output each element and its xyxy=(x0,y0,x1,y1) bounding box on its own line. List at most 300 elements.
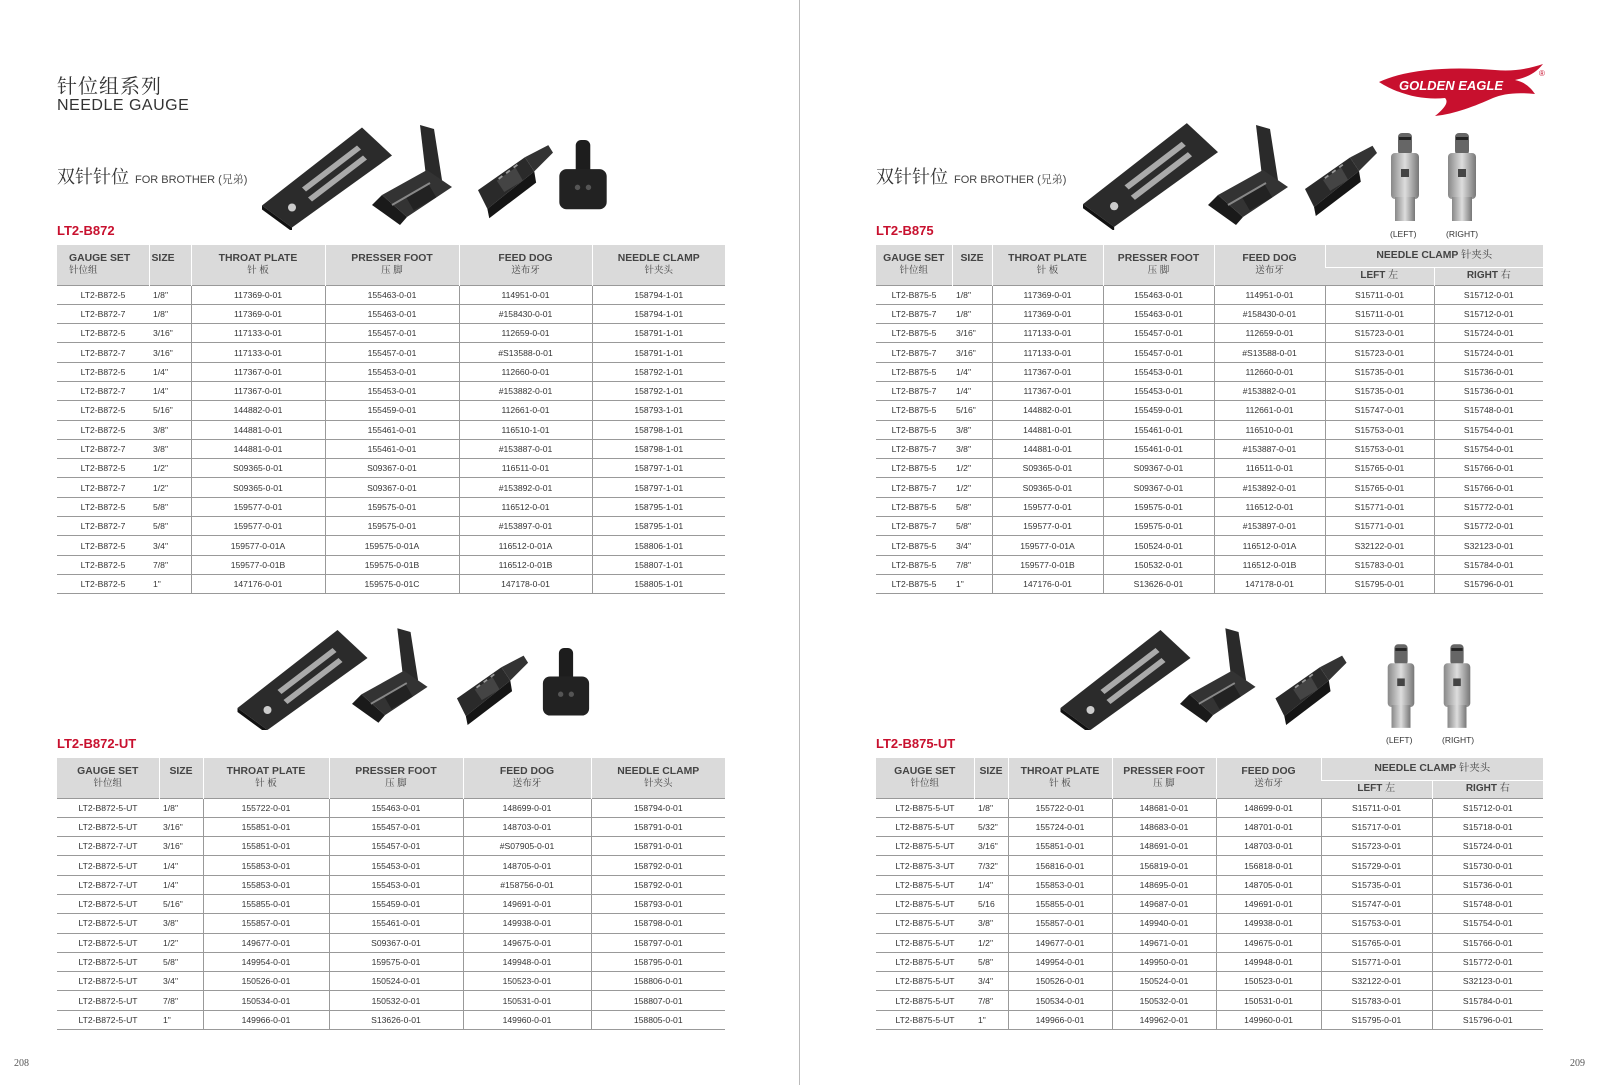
table-cell: S15753-0-01 xyxy=(1325,420,1434,439)
table-cell: 5/16 xyxy=(974,894,1008,913)
table-cell: 144882-0-01 xyxy=(191,401,325,420)
col-gauge-set: GAUGE SET 针位组 xyxy=(57,758,159,798)
left-caption: (LEFT) xyxy=(1386,735,1413,745)
table-cell: 148705-0-01 xyxy=(1216,875,1321,894)
table-row xyxy=(57,914,725,933)
table-cell: 149671-0-01 xyxy=(1112,933,1216,952)
table-row xyxy=(876,574,1543,593)
table-cell: 116510-1-01 xyxy=(459,420,592,439)
table-row xyxy=(876,362,1543,381)
table-cell: 1/2" xyxy=(149,459,191,478)
table-cell: 1/2" xyxy=(974,933,1008,952)
table-cell: 147176-0-01 xyxy=(992,574,1103,593)
table-cell: 155724-0-01 xyxy=(1008,817,1112,836)
table-cell: 150524-0-01 xyxy=(1112,972,1216,991)
table-cell: 116512-0-01A xyxy=(459,536,592,555)
table-cell: 155722-0-01 xyxy=(203,798,329,817)
table-cell: LT2-B872-5 xyxy=(57,555,149,574)
table-cell: 155453-0-01 xyxy=(1103,381,1214,400)
table-cell: S09367-0-01 xyxy=(325,459,459,478)
table-cell: LT2-B875-7 xyxy=(876,381,952,400)
table-cell: 3/8" xyxy=(974,914,1008,933)
table-cell: 159577-0-01 xyxy=(992,497,1103,516)
table-cell: 3/16" xyxy=(974,837,1008,856)
table-cell: 1/4" xyxy=(974,875,1008,894)
table-row xyxy=(876,285,1543,304)
presser-foot-image xyxy=(372,125,462,225)
table-cell: 147178-0-01 xyxy=(459,574,592,593)
table-cell: LT2-B875-5-UT xyxy=(876,875,974,894)
table-cell: 150534-0-01 xyxy=(203,991,329,1010)
table-row xyxy=(57,343,725,362)
table-cell: S15736-0-01 xyxy=(1434,381,1543,400)
table-cell: 149677-0-01 xyxy=(203,933,329,952)
table-cell: 148695-0-01 xyxy=(1112,875,1216,894)
table-cell: 117133-0-01 xyxy=(191,324,325,343)
table-cell: 155463-0-01 xyxy=(325,304,459,323)
table-cell: 155463-0-01 xyxy=(325,285,459,304)
table-row xyxy=(57,439,725,458)
table-cell: LT2-B872-5-UT xyxy=(57,1010,159,1029)
catalog-title-en: NEEDLE GAUGE xyxy=(57,97,190,114)
table-cell: 158791-1-01 xyxy=(592,343,725,362)
table-cell: 159575-0-01 xyxy=(325,517,459,536)
table-cell: 116510-0-01 xyxy=(1214,420,1325,439)
table-cell: 155722-0-01 xyxy=(1008,798,1112,817)
table-cell: 158805-1-01 xyxy=(592,574,725,593)
table-cell: 117369-0-01 xyxy=(191,304,325,323)
table-cell: 155461-0-01 xyxy=(329,914,463,933)
table-cell: 150526-0-01 xyxy=(203,972,329,991)
table-cell: S15724-0-01 xyxy=(1434,343,1543,362)
page-number-left: 208 xyxy=(14,1058,29,1069)
table-cell: LT2-B872-7 xyxy=(57,381,149,400)
table-cell: 155459-0-01 xyxy=(329,894,463,913)
table-cell: LT2-B872-5 xyxy=(57,401,149,420)
table-row xyxy=(876,555,1543,574)
table-cell: 1" xyxy=(159,1010,203,1029)
table-cell: 155461-0-01 xyxy=(1103,439,1214,458)
table-cell: LT2-B872-5 xyxy=(57,324,149,343)
table-cell: 158792-0-01 xyxy=(591,856,725,875)
right-caption: (RIGHT) xyxy=(1442,735,1475,745)
table-cell: #153897-0-01 xyxy=(1214,517,1325,536)
table-cell: 1/2" xyxy=(952,459,992,478)
table-cell: S32123-0-01 xyxy=(1434,536,1543,555)
table-cell: LT2-B875-7 xyxy=(876,517,952,536)
table-cell: 112661-0-01 xyxy=(459,401,592,420)
table-cell: 1/4" xyxy=(952,381,992,400)
table-row xyxy=(57,1010,725,1029)
table-cell: 158798-0-01 xyxy=(591,914,725,933)
table-cell: S09365-0-01 xyxy=(992,478,1103,497)
table-cell: S15753-0-01 xyxy=(1325,439,1434,458)
table-cell: 158793-1-01 xyxy=(592,401,725,420)
table-cell: LT2-B875-5 xyxy=(876,285,952,304)
table-row xyxy=(876,420,1543,439)
table-cell: LT2-B875-5-UT xyxy=(876,991,974,1010)
table-cell: S15712-0-01 xyxy=(1434,304,1543,323)
table-cell: LT2-B875-5-UT xyxy=(876,952,974,971)
table-row xyxy=(876,837,1543,856)
table-cell: 5/8" xyxy=(952,517,992,536)
table-cell: 158806-0-01 xyxy=(591,972,725,991)
section-heading-b872 xyxy=(57,163,247,189)
table-cell: 3/8" xyxy=(952,420,992,439)
table-cell: S15795-0-01 xyxy=(1325,574,1434,593)
table-row xyxy=(57,952,725,971)
left-needle-clamp-image xyxy=(1385,132,1425,224)
table-cell: S32122-0-01 xyxy=(1321,972,1432,991)
table-cell: 7/32" xyxy=(974,856,1008,875)
table-cell: #S13588-0-01 xyxy=(1214,343,1325,362)
section-heading-sub: FOR BROTHER (兄弟) xyxy=(954,174,1067,186)
table-cell: 1" xyxy=(974,1010,1008,1029)
left-caption: (LEFT) xyxy=(1390,229,1417,239)
table-cell: S15736-0-01 xyxy=(1432,875,1543,894)
table-cell: 158794-1-01 xyxy=(592,285,725,304)
table-row xyxy=(57,420,725,439)
table-cell: S15711-0-01 xyxy=(1325,285,1434,304)
table-row xyxy=(876,914,1543,933)
table-cell: S15712-0-01 xyxy=(1434,285,1543,304)
table-row xyxy=(57,536,725,555)
table-cell: 5/8" xyxy=(159,952,203,971)
table-cell: 1/4" xyxy=(149,381,191,400)
table-cell: 158795-1-01 xyxy=(592,497,725,516)
table-cell: S15765-0-01 xyxy=(1325,459,1434,478)
table-cell: 159577-0-01B xyxy=(992,555,1103,574)
table-cell: 112660-0-01 xyxy=(459,362,592,381)
spec-table-b872-ut xyxy=(57,758,725,1030)
table-cell: 159577-0-01B xyxy=(191,555,325,574)
table-cell: 150534-0-01 xyxy=(1008,991,1112,1010)
table-row xyxy=(876,478,1543,497)
right-caption: (RIGHT) xyxy=(1446,229,1479,239)
table-cell: LT2-B872-7 xyxy=(57,343,149,362)
col-left: LEFT 左 xyxy=(1321,780,1432,798)
table-cell: 144881-0-01 xyxy=(191,420,325,439)
table-cell: 149960-0-01 xyxy=(1216,1010,1321,1029)
table-cell: #153882-0-01 xyxy=(1214,381,1325,400)
col-needle-clamp: NEEDLE CLAMP 针夹头 xyxy=(592,245,725,285)
table-cell: LT2-B875-5-UT xyxy=(876,933,974,952)
table-cell: 158798-1-01 xyxy=(592,439,725,458)
table-cell: 117133-0-01 xyxy=(992,324,1103,343)
table-cell: 150531-0-01 xyxy=(1216,991,1321,1010)
table-cell: 1/8" xyxy=(149,304,191,323)
table-cell: LT2-B872-5 xyxy=(57,459,149,478)
table-cell: S15783-0-01 xyxy=(1325,555,1434,574)
table-cell: 155453-0-01 xyxy=(1103,362,1214,381)
table-cell: 155457-0-01 xyxy=(325,343,459,362)
table-cell: 148681-0-01 xyxy=(1112,798,1216,817)
table-cell: S15772-0-01 xyxy=(1432,952,1543,971)
table-cell: 149960-0-01 xyxy=(463,1010,591,1029)
table-cell: S15766-0-01 xyxy=(1434,459,1543,478)
table-cell: 1/4" xyxy=(159,875,203,894)
table-cell: 7/8" xyxy=(974,991,1008,1010)
table-cell: LT2-B875-7 xyxy=(876,343,952,362)
table-cell: S15784-0-01 xyxy=(1432,991,1543,1010)
table-cell: 155459-0-01 xyxy=(1103,401,1214,420)
table-cell: 1/8" xyxy=(952,304,992,323)
table-cell: 149938-0-01 xyxy=(1216,914,1321,933)
table-cell: S15729-0-01 xyxy=(1321,856,1432,875)
table-cell: 159575-0-01B xyxy=(325,555,459,574)
spec-table-b875 xyxy=(876,245,1543,594)
table-row xyxy=(876,798,1543,817)
throat-plate-image xyxy=(1083,120,1218,230)
table-cell: 7/8" xyxy=(159,991,203,1010)
table-cell: 155853-0-01 xyxy=(203,875,329,894)
table-cell: 149948-0-01 xyxy=(1216,952,1321,971)
table-cell: S15771-0-01 xyxy=(1325,517,1434,536)
col-needle-clamp: NEEDLE CLAMP 针夹头 xyxy=(591,758,725,798)
feed-dog-image xyxy=(478,132,553,220)
col-needle-clamp: NEEDLE CLAMP 针夹头 xyxy=(1321,758,1543,780)
table-cell: S09365-0-01 xyxy=(191,459,325,478)
table-cell: 159577-0-01A xyxy=(992,536,1103,555)
throat-plate-image xyxy=(235,630,370,730)
table-cell: 147176-0-01 xyxy=(191,574,325,593)
table-cell: 116511-0-01 xyxy=(1214,459,1325,478)
table-cell: LT2-B875-5 xyxy=(876,459,952,478)
table-cell: 158795-0-01 xyxy=(591,952,725,971)
catalog-title-cn: 针位组系列 xyxy=(57,76,162,98)
table-cell: 114951-0-01 xyxy=(459,285,592,304)
table-cell: 156819-0-01 xyxy=(1112,856,1216,875)
table-cell: LT2-B872-5 xyxy=(57,420,149,439)
golden-eagle-logo xyxy=(1375,64,1547,116)
table-row xyxy=(876,459,1543,478)
table-cell: 150523-0-01 xyxy=(463,972,591,991)
table-cell: 155453-0-01 xyxy=(325,381,459,400)
table-cell: 158806-1-01 xyxy=(592,536,725,555)
table-cell: LT2-B872-5-UT xyxy=(57,856,159,875)
table-cell: LT2-B872-5 xyxy=(57,536,149,555)
table-cell: 149675-0-01 xyxy=(463,933,591,952)
col-gauge-set: GAUGE SET 针位组 xyxy=(876,245,952,285)
table-cell: 1/2" xyxy=(149,478,191,497)
table-cell: 149675-0-01 xyxy=(1216,933,1321,952)
section-heading-b875 xyxy=(876,163,1066,189)
table-cell: LT2-B872-7 xyxy=(57,517,149,536)
table-cell: 149938-0-01 xyxy=(463,914,591,933)
table-row xyxy=(57,991,725,1010)
table-cell: 148703-0-01 xyxy=(1216,837,1321,856)
table-cell: S09367-0-01 xyxy=(1103,459,1214,478)
table-cell: 117133-0-01 xyxy=(992,343,1103,362)
table-cell: LT2-B872-5-UT xyxy=(57,952,159,971)
left-page xyxy=(0,0,799,1085)
table-cell: S15735-0-01 xyxy=(1325,362,1434,381)
table-cell: 150532-0-01 xyxy=(1112,991,1216,1010)
table-cell: S09367-0-01 xyxy=(1103,478,1214,497)
table-cell: 3/4" xyxy=(974,972,1008,991)
table-cell: 155461-0-01 xyxy=(1103,420,1214,439)
table-cell: LT2-B872-5 xyxy=(57,362,149,381)
col-gauge-set: GAUGE SET 针位组 xyxy=(57,245,149,285)
table-cell: 158797-0-01 xyxy=(591,933,725,952)
table-cell: #153892-0-01 xyxy=(459,478,592,497)
table-cell: LT2-B872-5-UT xyxy=(57,991,159,1010)
table-cell: S15796-0-01 xyxy=(1434,574,1543,593)
table-cell: S15717-0-01 xyxy=(1321,817,1432,836)
table-cell: 158792-1-01 xyxy=(592,381,725,400)
table-row xyxy=(876,972,1543,991)
table-cell: 155857-0-01 xyxy=(203,914,329,933)
table-row xyxy=(57,478,725,497)
table-cell: 3/8" xyxy=(952,439,992,458)
table-cell: LT2-B875-5-UT xyxy=(876,1010,974,1029)
table-cell: #153892-0-01 xyxy=(1214,478,1325,497)
table-cell: 1/8" xyxy=(952,285,992,304)
table-cell: 158797-1-01 xyxy=(592,459,725,478)
table-cell: 112659-0-01 xyxy=(459,324,592,343)
table-cell: 148699-0-01 xyxy=(463,798,591,817)
table-cell: 144881-0-01 xyxy=(992,439,1103,458)
table-cell: 149966-0-01 xyxy=(1008,1010,1112,1029)
table-cell: S15753-0-01 xyxy=(1321,914,1432,933)
table-cell: 3/16" xyxy=(149,343,191,362)
col-right: RIGHT 右 xyxy=(1434,267,1543,285)
table-cell: 150524-0-01 xyxy=(1103,536,1214,555)
table-cell: 150523-0-01 xyxy=(1216,972,1321,991)
registered-mark: ® xyxy=(1539,69,1545,78)
table-cell: 155453-0-01 xyxy=(329,875,463,894)
table-cell: 155857-0-01 xyxy=(1008,914,1112,933)
table-row xyxy=(57,285,725,304)
table-cell: S15795-0-01 xyxy=(1321,1010,1432,1029)
table-cell: 155851-0-01 xyxy=(203,837,329,856)
table-cell: LT2-B872-7 xyxy=(57,304,149,323)
table-cell: 149966-0-01 xyxy=(203,1010,329,1029)
col-throat-plate: THROAT PLATE 针 板 xyxy=(203,758,329,798)
table-cell: 3/4" xyxy=(952,536,992,555)
table-cell: 155463-0-01 xyxy=(1103,304,1214,323)
table-cell: S15747-0-01 xyxy=(1321,894,1432,913)
col-feed-dog: FEED DOG 送布牙 xyxy=(459,245,592,285)
table-cell: 1/2" xyxy=(952,478,992,497)
table-cell: 3/4" xyxy=(159,972,203,991)
table-cell: #158430-0-01 xyxy=(459,304,592,323)
feed-dog-image xyxy=(455,645,530,725)
table-cell: S15730-0-01 xyxy=(1432,856,1543,875)
table-cell: 148701-0-01 xyxy=(1216,817,1321,836)
table-cell: 158805-0-01 xyxy=(591,1010,725,1029)
table-cell: 158807-0-01 xyxy=(591,991,725,1010)
left-needle-clamp-image xyxy=(1382,642,1420,732)
table-cell: 149691-0-01 xyxy=(1216,894,1321,913)
table-cell: 116511-0-01 xyxy=(459,459,592,478)
table-cell: 116512-0-01 xyxy=(459,497,592,516)
table-row xyxy=(57,517,725,536)
table-cell: S15766-0-01 xyxy=(1432,933,1543,952)
table-cell: S15712-0-01 xyxy=(1432,798,1543,817)
table-cell: 112661-0-01 xyxy=(1214,401,1325,420)
table-cell: 158791-0-01 xyxy=(591,817,725,836)
table-cell: S15723-0-01 xyxy=(1321,837,1432,856)
table-row xyxy=(57,798,725,817)
table-row xyxy=(57,875,725,894)
table-cell: 159575-0-01C xyxy=(325,574,459,593)
table-cell: 116512-0-01B xyxy=(459,555,592,574)
table-cell: 149691-0-01 xyxy=(463,894,591,913)
table-row xyxy=(57,555,725,574)
table-cell: 5/8" xyxy=(149,517,191,536)
table-row xyxy=(57,401,725,420)
col-right: RIGHT 右 xyxy=(1432,780,1543,798)
table-cell: 117367-0-01 xyxy=(191,362,325,381)
table-cell: LT2-B875-7 xyxy=(876,439,952,458)
table-cell: S15723-0-01 xyxy=(1325,343,1434,362)
feed-dog-image xyxy=(1275,645,1347,725)
table-cell: LT2-B875-5 xyxy=(876,324,952,343)
table-row xyxy=(876,517,1543,536)
table-cell: S15783-0-01 xyxy=(1321,991,1432,1010)
table-cell: S15724-0-01 xyxy=(1434,324,1543,343)
table-cell: S15748-0-01 xyxy=(1434,401,1543,420)
table-cell: 3/16" xyxy=(159,837,203,856)
table-cell: #153882-0-01 xyxy=(459,381,592,400)
table-row xyxy=(876,817,1543,836)
table-cell: 150532-0-01 xyxy=(329,991,463,1010)
table-cell: 112659-0-01 xyxy=(1214,324,1325,343)
table-cell: S15718-0-01 xyxy=(1432,817,1543,836)
table-cell: 1" xyxy=(149,574,191,593)
table-cell: LT2-B872-5-UT xyxy=(57,933,159,952)
table-cell: 144881-0-01 xyxy=(992,420,1103,439)
table-cell: 1/4" xyxy=(952,362,992,381)
table-cell: #153887-0-01 xyxy=(459,439,592,458)
table-cell: S15771-0-01 xyxy=(1325,497,1434,516)
col-feed-dog: FEED DOG 送布牙 xyxy=(463,758,591,798)
table-row xyxy=(876,497,1543,516)
table-row xyxy=(876,1010,1543,1029)
table-cell: 158794-0-01 xyxy=(591,798,725,817)
table-cell: 158807-1-01 xyxy=(592,555,725,574)
table-cell: 144881-0-01 xyxy=(191,439,325,458)
table-row xyxy=(57,459,725,478)
table-row xyxy=(876,856,1543,875)
table-cell: #158756-0-01 xyxy=(463,875,591,894)
col-size: SIZE xyxy=(159,758,203,798)
table-cell: 7/8" xyxy=(952,555,992,574)
table-cell: 159575-0-01 xyxy=(1103,517,1214,536)
table-cell: 159575-0-01 xyxy=(1103,497,1214,516)
table-cell: 117367-0-01 xyxy=(191,381,325,400)
table-cell: 149954-0-01 xyxy=(1008,952,1112,971)
table-cell: 155461-0-01 xyxy=(325,439,459,458)
table-cell: 149950-0-01 xyxy=(1112,952,1216,971)
table-cell: 116512-0-01 xyxy=(1214,497,1325,516)
table-cell: 158791-0-01 xyxy=(591,837,725,856)
table-cell: LT2-B875-5 xyxy=(876,497,952,516)
table-cell: 158794-1-01 xyxy=(592,304,725,323)
feed-dog-image xyxy=(1305,133,1377,218)
table-cell: 155461-0-01 xyxy=(325,420,459,439)
table-row xyxy=(57,324,725,343)
table-cell: LT2-B872-5-UT xyxy=(57,798,159,817)
table-cell: 155457-0-01 xyxy=(325,324,459,343)
table-cell: #S07905-0-01 xyxy=(463,837,591,856)
table-cell: LT2-B875-5-UT xyxy=(876,972,974,991)
table-cell: 155457-0-01 xyxy=(329,817,463,836)
table-cell: 3/16" xyxy=(149,324,191,343)
table-cell: LT2-B875-5 xyxy=(876,555,952,574)
table-row xyxy=(57,574,725,593)
